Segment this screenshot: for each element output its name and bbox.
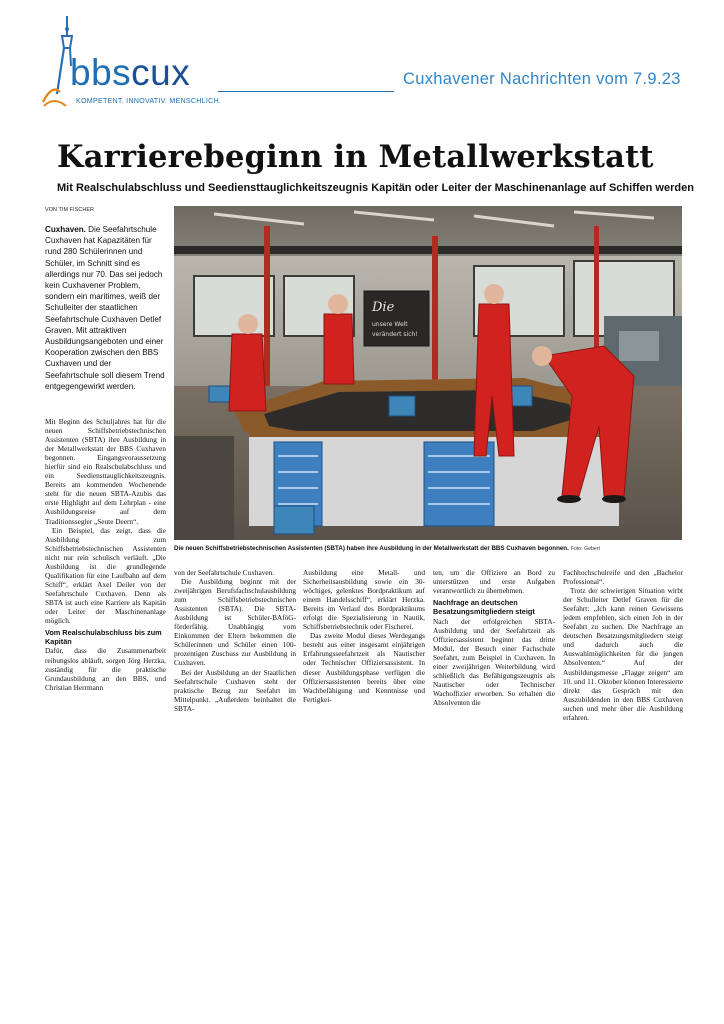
subheading: Vom Realschulabschluss bis zum Kapitän: [45, 628, 162, 647]
wall-sign-text-1: Die: [372, 300, 395, 315]
paragraph: Mit Beginn des Schuljahres hat für die neuen Schiffsbetriebstechnischen Assistenten (SBTA) ihre Ausbildung in der Metallwerkstatt der BBS Cuxhaven begonnen. Eingangsvoraussetzung hierfür sind ein Realschulabschluss und ein Seediensttauglichkeitszeugnis. Bereits am kommenden Wochenende steht für die neuen SBTA-Azubis das erste Highlight auf dem Lehrplan - eine Ausbildungsreise auf dem Traditionssegler „Seute Deern“.: [45, 417, 166, 526]
body-column-4: [433, 568, 555, 707]
body-column-1: [45, 417, 166, 692]
paragraph: Bei der Ausbildung an der Staatlichen Seefahrtschule Cuxhaven steht der praktische Bezug zur Seefahrt im Mittelpunkt. „Außerdem beinhaltet die SBTA-: [174, 667, 296, 713]
lead-dateline: Cuxhaven.: [45, 225, 86, 234]
paragraph: Nach der erfolgreichen SBTA-Ausbildung und der Seefahrtzeit als Offiziersassistent beginnt das dritte Modul, der Besuch einer Fachschule Seefahrt, zum Beispiel in Cuxhaven. In einer zweijährigen Weiterbildung wird schließlich das Befähigungszeugnis als Nautischer oder Technischer Wachoffizier erworben. So erhalten die Absolventen die: [433, 616, 555, 707]
article-byline: VON TIM FISCHER: [45, 207, 95, 213]
body-column-2: [174, 568, 296, 713]
wall-sign-text-2: unsere Welt: [372, 321, 408, 328]
paragraph: ten, um die Offiziere an Bord zu unterstützen und erste Aufgaben verantwortlich zu übernehmen.: [433, 568, 555, 596]
article-photo: [174, 206, 682, 540]
logo-word-cux: cux: [131, 52, 191, 93]
paragraph: Fachhochschulreife und den „Bachelor Professional“.: [563, 568, 683, 587]
workshop-photo-illustration: [174, 206, 682, 540]
paragraph: Ausbildung eine Metall- und Sicherheitsausbildung sowie ein 30-wöchiges, gelenktes Bordpraktikum auf einem Handelsschiff“, erklärt Herzka. Bereits im Verlauf des Bordpraktikums erfolgt die Spezialisierung in Nautik, Schiffsbetriebstechnik oder Fischerei.: [303, 568, 425, 632]
paragraph: Ein Beispiel, das zeigt, dass die Ausbildung zum Schiffsbetriebstechnischen Assistenten nicht nur rein schulisch verläuft. „Die Ausbildung ist die grundlegende Qualifikation für eine Laufbahn auf dem Schiff“, erklärt Axel Deiler von der Seefahrtschule Cuxhaven. Denn als SBTA ist auch eine Karriere als Kapitän oder Leiter der Maschinenanlage möglich.: [45, 525, 166, 626]
photo-caption: [174, 545, 684, 553]
body-column-5: [563, 568, 683, 722]
bbs-cux-logo: [40, 14, 220, 108]
subheading: Nachfrage an deutschen Besatzungsmitgliedern steigt: [433, 598, 535, 617]
article-headline: Karrierebeginn in Metallwerkstatt: [57, 139, 654, 175]
article-lead: [45, 224, 166, 392]
paragraph: von der Seefahrtschule Cuxhaven.: [174, 568, 275, 577]
lead-text: Die Seefahrtschule Cuxhaven hat Kapazitäten für rund 280 Schülerinnen und Schüler, im Schnitt sind es allerdings nur 70. Das sei jedoch kein Cuxhavener Problem, sondern ein maritimes, weiß der Schulleiter der staatlichen Seefahrtschule Cuxhaven Detlef Graven. Mit attraktiven Ausbildungsangeboten und einer Kooperation zwischen den BBS Cuxhaven und der Seefahrtschule soll diesem Trend entgegengewirkt werden.: [45, 225, 165, 391]
paragraph: Die Ausbildung beginnt mit der zweijährigen Berufsfachschulausbildung zum Schiffsbetriebstechnischen Assistenten (SBTA). Die SBTA-Ausbildung ist Schüler-BAföG-förderfähig. Unabhängig vom Einkommen der Eltern bekommen die Schülerinnen und Schüler einen 100-prozentigen Zuschuss zur Ausbildung in Cuxhaven.: [174, 577, 296, 668]
wall-sign-text-3: verändert sich!: [372, 331, 418, 338]
header-divider: [218, 91, 394, 92]
article-subheadline: Mit Realschulabschluss und Seediensttauglichkeitszeugnis Kapitän oder Leiter der Maschinenanlage auf Schiffen werden: [57, 182, 694, 194]
logo-word-bbs: bbs: [70, 52, 132, 93]
paragraph: Trotz der schwierigen Situation wirbt der Schulleiter Detlef Graven für die Seefahrt: „Ich kann reinen Gewissens jedem empfehlen, sich einen Job in der Seefahrt zu suchen. Die Nachfrage an deutschen Besatzungsmitgliedern steigt und dadurch auch die Auswahlmöglichkeiten für die jungen Absolventen.“ Auf der Ausbildungsmesse „Flagge zeigen“ am 10. und 11. Oktober können Interessierte direkt das Gespräch mit den Auszubildenden in den BBS Cuxhaven suchen und mehr über die Ausbildung erfahren.: [563, 586, 683, 722]
body-column-3: [303, 568, 425, 704]
paragraph: Dafür, dass die Zusammenarbeit reibungslos abläuft, sorgen Jörg Herzka, zuständig für die praktische Grundausbildung an den BBS, und Christian Herrmann: [45, 646, 166, 692]
logo-wordmark: [70, 54, 190, 92]
source-line: Cuxhavener Nachrichten vom 7.9.23: [403, 70, 681, 88]
photo-credit: Foto: Gebert: [570, 546, 600, 552]
photo-caption-text: Die neuen Schiffsbetriebstechnischen Assistenten (SBTA) haben ihre Ausbildung in der Metallwerkstatt der BBS Cuxhaven begonnen.: [174, 545, 569, 552]
logo-tagline: KOMPETENT. INNOVATIV. MENSCHLICH.: [76, 96, 222, 105]
paragraph: Das zweite Modul dieses Werdegangs besteht aus einer insgesamt einjährigen Erfahrungsseefahrtzeit als Nautischer oder Technischer Offiziersassistent. In dieser Ausbildungsphase verfügen die Offiziersassistenten bereits über eine Wachbefähigung und Kenntnisse und Fertigkei-: [303, 631, 425, 704]
